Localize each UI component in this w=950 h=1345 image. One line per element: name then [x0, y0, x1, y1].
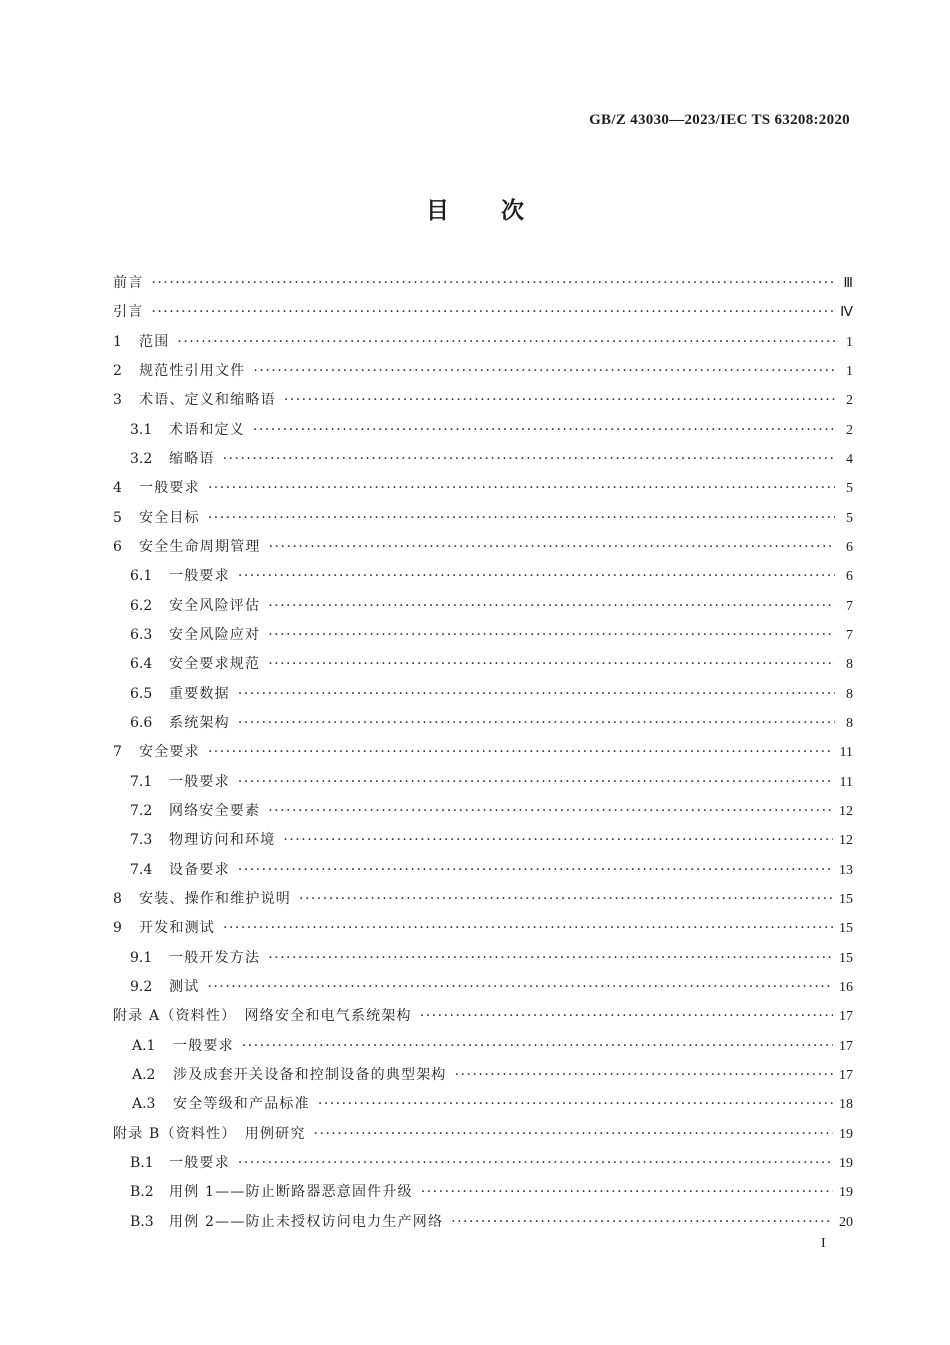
- leader-dots: [238, 768, 834, 797]
- toc-entry-6-5[interactable]: [113, 680, 853, 709]
- toc-entry-title: 一般要求: [173, 1037, 234, 1054]
- leader-dots: [268, 944, 833, 973]
- toc-entry-number: B.3: [130, 1213, 154, 1230]
- leader-dots: [284, 386, 835, 415]
- toc-entry-number: B.1: [130, 1154, 154, 1171]
- toc-entry-page: 15: [839, 950, 853, 966]
- leader-dots: [318, 1090, 833, 1119]
- toc-entry-2[interactable]: [113, 357, 853, 386]
- toc-entry-number: 6.5: [130, 685, 153, 702]
- toc-title-char-1: 目: [426, 198, 449, 224]
- leader-dots: [268, 621, 835, 650]
- toc-entry-page: 17: [839, 1038, 853, 1054]
- toc-entry-number: 8: [113, 890, 122, 907]
- toc-entry-number: 7.1: [130, 773, 153, 790]
- toc-entry-6-1[interactable]: [113, 562, 853, 591]
- toc-entry-number: 3.2: [130, 450, 153, 467]
- toc-entry-title: 一般开发方法: [169, 949, 261, 966]
- toc-entry-6-2[interactable]: [113, 592, 853, 621]
- toc-entry-5[interactable]: [113, 504, 853, 533]
- toc-entry-number: 6.4: [130, 656, 153, 673]
- leader-dots: [268, 797, 833, 826]
- toc-entry-title: 设备要求: [169, 861, 230, 878]
- leader-dots: [177, 328, 835, 357]
- toc-entry-title: 安全风险评估: [169, 597, 261, 614]
- toc-entry-page: 11: [839, 745, 853, 761]
- toc-entry-3-1[interactable]: [113, 416, 853, 445]
- toc-entry-number: 2: [113, 362, 122, 379]
- toc-entry-title: 范围: [139, 333, 170, 350]
- toc-entry-title: 安全目标: [139, 509, 200, 526]
- toc-entry-title: 术语、定义和缩略语: [139, 392, 276, 409]
- toc-entry-b-2[interactable]: [113, 1178, 853, 1207]
- toc-entry-number: A.1: [132, 1037, 156, 1054]
- toc-entry-7-3[interactable]: [113, 826, 853, 855]
- toc-entry-number: 6.6: [130, 714, 153, 731]
- toc-entry-title: 术语和定义: [169, 421, 245, 438]
- toc-entry-6-6[interactable]: [113, 709, 853, 738]
- toc-entry-1[interactable]: [113, 328, 853, 357]
- toc-entry-number: 9: [113, 920, 122, 937]
- toc-entry-number: 4: [113, 480, 122, 497]
- toc-entry-number: A.3: [132, 1096, 156, 1113]
- toc-entry-title: 缩略语: [169, 450, 215, 467]
- toc-entry-title: 安全风险应对: [169, 626, 261, 643]
- leader-dots: [268, 650, 835, 679]
- toc-title: [0, 192, 950, 225]
- toc-entry-page: 16: [839, 979, 853, 995]
- leader-dots: [421, 1178, 833, 1207]
- toc-entry-title: 一般要求: [169, 773, 230, 790]
- toc-entry-page: 11: [839, 774, 853, 790]
- page-number: I: [821, 1236, 826, 1251]
- toc-entry-number: 7: [113, 744, 122, 761]
- leader-dots: [238, 709, 835, 738]
- toc-entry-page: 8: [846, 715, 853, 731]
- toc-entry-a-1[interactable]: [113, 1032, 853, 1061]
- standard-code-header: GB/Z 43030—2023/IEC TS 63208:2020: [589, 112, 850, 128]
- toc-entry-title: 安全要求: [139, 744, 200, 761]
- toc-entry-9-1[interactable]: [113, 944, 853, 973]
- toc-entry-7-2[interactable]: [113, 797, 853, 826]
- toc-entry-number: 3: [113, 392, 122, 409]
- toc-entry-page: 4: [846, 451, 853, 467]
- leader-dots: [269, 533, 835, 562]
- toc-entry-title: 用例 1——防止断路器恶意固件升级: [169, 1184, 413, 1201]
- toc-entry-foreword[interactable]: [113, 269, 853, 298]
- toc-entry-title: 开发和测试: [139, 920, 215, 937]
- leader-dots: [223, 914, 833, 943]
- toc-entry-page: 7: [846, 627, 853, 643]
- toc-entry-8[interactable]: [113, 885, 853, 914]
- leader-dots: [207, 973, 833, 1002]
- toc-entry-number: A.2: [132, 1066, 156, 1083]
- toc-entry-title: 引言: [113, 304, 144, 321]
- toc-entry-title: 一般要求: [169, 1154, 230, 1171]
- toc-entry-3-2[interactable]: [113, 445, 853, 474]
- leader-dots: [238, 680, 835, 709]
- toc-entry-title: 网络安全要素: [169, 802, 261, 819]
- leader-dots: [455, 1061, 833, 1090]
- toc-entry-number: 6.3: [130, 626, 153, 643]
- toc-entry-9[interactable]: [113, 914, 853, 943]
- toc-entry-title: 重要数据: [169, 685, 230, 702]
- toc-entry-page: 5: [846, 481, 853, 497]
- toc-entry-appendix-b[interactable]: [113, 1120, 853, 1149]
- toc-entry-title: 前言: [113, 275, 144, 291]
- toc-entry-title: 附录 B（资料性） 用例研究: [113, 1125, 306, 1142]
- toc-entry-page: 2: [846, 422, 853, 438]
- leader-dots: [253, 357, 835, 386]
- toc-entry-number: 1: [113, 333, 122, 350]
- toc-entry-page: 15: [839, 891, 853, 907]
- toc-entry-number: 7.3: [130, 832, 153, 849]
- toc-entry-number: 9.1: [130, 949, 153, 966]
- leader-dots: [238, 1149, 833, 1178]
- leader-dots: [451, 1208, 833, 1237]
- leader-dots: [283, 826, 833, 855]
- toc-entry-page: 13: [839, 862, 853, 878]
- toc-entry-page: 12: [839, 833, 853, 849]
- toc-entry-page: Ⅳ: [840, 305, 853, 321]
- toc-entry-7-1[interactable]: [113, 768, 853, 797]
- toc-entry-page: 17: [839, 1067, 853, 1083]
- toc-entry-7[interactable]: [113, 738, 853, 767]
- toc-entry-page: 1: [846, 363, 853, 379]
- leader-dots: [208, 738, 834, 767]
- toc-entry-number: 6.2: [130, 597, 153, 614]
- toc-entry-title: 涉及成套开关设备和控制设备的典型架构: [173, 1066, 447, 1083]
- toc-entry-page: 1: [846, 334, 853, 350]
- toc-entry-title: 用例 2——防止未授权访问电力生产网络: [169, 1213, 444, 1230]
- leader-dots: [420, 1002, 833, 1031]
- leader-dots: [151, 269, 835, 298]
- toc-entry-page: 18: [839, 1097, 853, 1113]
- toc-entry-page: 20: [839, 1214, 853, 1230]
- toc-entry-9-2[interactable]: [113, 973, 853, 1002]
- toc-entry-introduction[interactable]: [113, 298, 853, 327]
- leader-dots: [208, 504, 835, 533]
- toc-entry-b-1[interactable]: [113, 1149, 853, 1178]
- toc-entry-page: 2: [846, 393, 853, 409]
- toc-entry-number: 7.4: [130, 861, 153, 878]
- toc-entry-title: 测试: [169, 978, 200, 995]
- toc-entry-page: 8: [846, 657, 853, 673]
- toc-entry-appendix-a[interactable]: [113, 1002, 853, 1031]
- toc-title-char-2: 次: [501, 198, 524, 224]
- leader-dots: [151, 298, 834, 327]
- toc-entry-7-4[interactable]: [113, 856, 853, 885]
- leader-dots: [314, 1120, 833, 1149]
- toc-entry-6-4[interactable]: [113, 650, 853, 679]
- table-of-contents: [113, 269, 853, 1237]
- toc-entry-3[interactable]: [113, 386, 853, 415]
- toc-entry-page: 17: [839, 1009, 853, 1025]
- toc-entry-b-3[interactable]: [113, 1208, 853, 1237]
- toc-entry-title: 一般要求: [139, 480, 200, 497]
- toc-entry-page: 8: [846, 686, 853, 702]
- leader-dots: [238, 856, 833, 885]
- leader-dots: [208, 474, 835, 503]
- toc-entry-page: 7: [846, 598, 853, 614]
- toc-entry-page: Ⅲ: [843, 276, 853, 291]
- toc-entry-page: 6: [846, 569, 853, 585]
- toc-entry-number: 5: [113, 509, 122, 526]
- toc-entry-number: B.2: [130, 1184, 154, 1201]
- toc-entry-title: 安全要求规范: [169, 656, 261, 673]
- toc-entry-title: 附录 A（资料性） 网络安全和电气系统架构: [113, 1008, 412, 1025]
- toc-entry-a-3[interactable]: [113, 1090, 853, 1119]
- toc-entry-page: 19: [839, 1126, 853, 1142]
- toc-entry-a-2[interactable]: [113, 1061, 853, 1090]
- toc-entry-title: 安全等级和产品标准: [173, 1096, 310, 1113]
- toc-entry-page: 19: [839, 1155, 853, 1171]
- toc-entry-number: 7.2: [130, 802, 153, 819]
- toc-entry-page: 12: [839, 803, 853, 819]
- toc-entry-title: 物理访问和环境: [169, 832, 276, 849]
- leader-dots: [242, 1032, 833, 1061]
- leader-dots: [268, 592, 835, 621]
- leader-dots: [253, 416, 835, 445]
- toc-entry-number: 6: [113, 538, 122, 555]
- toc-entry-number: 9.2: [130, 978, 153, 995]
- toc-entry-title: 规范性引用文件: [139, 362, 246, 379]
- leader-dots: [223, 445, 835, 474]
- toc-entry-title: 一般要求: [169, 568, 230, 585]
- toc-entry-title: 系统架构: [169, 714, 230, 731]
- toc-entry-4[interactable]: [113, 474, 853, 503]
- leader-dots: [299, 885, 833, 914]
- toc-entry-page: 5: [846, 510, 853, 526]
- toc-entry-title: 安全生命周期管理: [139, 538, 261, 555]
- toc-entry-page: 6: [846, 539, 853, 555]
- toc-entry-number: 6.1: [130, 568, 153, 585]
- toc-entry-number: 3.1: [130, 421, 153, 438]
- toc-entry-page: 15: [839, 921, 853, 937]
- toc-entry-6[interactable]: [113, 533, 853, 562]
- toc-entry-title: 安装、操作和维护说明: [139, 890, 291, 907]
- leader-dots: [238, 562, 835, 591]
- toc-entry-page: 19: [839, 1185, 853, 1201]
- toc-entry-6-3[interactable]: [113, 621, 853, 650]
